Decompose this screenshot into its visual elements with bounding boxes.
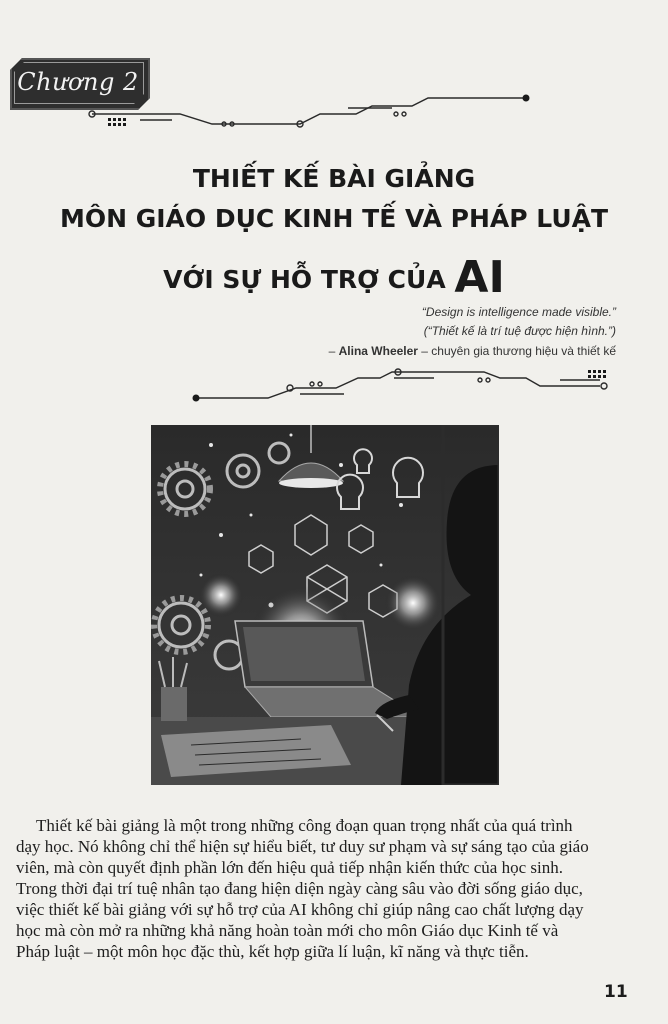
chapter-illustration [151, 425, 499, 785]
circuit-decoration-top [0, 88, 668, 132]
body-line: việc thiết kế bài giảng với sự hỗ trợ của AI không chỉ giúp nâng cao chất lượng dạy [16, 900, 584, 919]
body-line: học mà còn mở ra những khả năng hoàn toàn mới cho môn Giáo dục Kinh tế và [16, 921, 559, 940]
chapter-title-line-3 [0, 252, 668, 303]
designer-desk-ai-illustration [151, 425, 499, 785]
body-line: Thiết kế bài giảng là một trong những công đoạn quan trọng nhất của quá trình [36, 816, 573, 835]
body-line: Trong thời đại trí tuệ nhân tạo đang hiện diện ngày càng sâu vào đời sống giáo dục, [16, 879, 583, 898]
chapter-title-ai: AI [454, 252, 505, 303]
chapter-title-line-2: MÔN GIÁO DỤC KINH TẾ VÀ PHÁP LUẬT [59, 204, 609, 233]
quote-author-dash: – [328, 344, 339, 358]
body-line: viên, mà còn quyết định phần lớn đến hiệu quả tiếp nhận kiến thức của học sinh. [16, 858, 563, 877]
quote-author-role: – chuyên gia thương hiệu và thiết kế [417, 344, 616, 358]
quote-author-name: Alina Wheeler [338, 344, 418, 358]
circuit-decoration-bottom [0, 366, 668, 406]
quote-vietnamese: (“Thiết kế là trí tuệ được hiện hình.”) [423, 324, 616, 338]
quote-attribution [329, 344, 616, 358]
body-line: dạy học. Nó không chỉ thể hiện sự hiểu biết, tư duy sư phạm và sự sáng tạo của giáo [16, 837, 589, 856]
chapter-label: Chương 2 [17, 68, 139, 96]
body-line: Pháp luật – một môn học đặc thù, kết hợp giữa lí luận, kĩ năng và thực tiễn. [16, 942, 529, 961]
chapter-title-line-3-text: VỚI SỰ HỖ TRỢ CỦA [163, 265, 446, 294]
body-paragraph [16, 815, 628, 962]
chapter-title-line-1: THIẾT KẾ BÀI GIẢNG [192, 164, 476, 193]
quote-english: “Design is intelligence made visible.” [421, 305, 616, 319]
page-number: 11 [604, 982, 628, 1002]
